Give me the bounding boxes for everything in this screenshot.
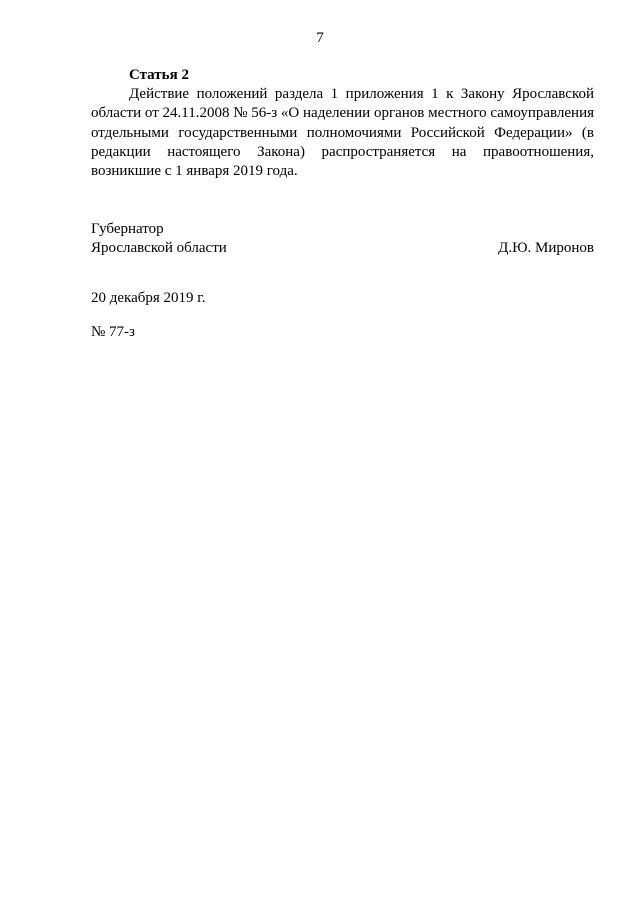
- signature-row: [91, 239, 594, 258]
- article-heading: Статья 2: [129, 67, 189, 83]
- signatory-region: Ярославской области: [91, 240, 227, 256]
- signatory-position: Губернатор: [91, 221, 164, 237]
- article-body: Действие положений раздела 1 приложения 1 к Закону Ярославской области от 24.11.2008 № 56-з «О наделении органов местного самоуправления отдельными государственными полномочиями Российской Федерации» (в редакции настоящего Закона) распространяется на правоотношения, возникшие с 1 января 2019 года.: [91, 86, 595, 180]
- article-section: [91, 66, 594, 181]
- law-number: № 77-з: [91, 324, 135, 340]
- page-number: 7: [316, 30, 324, 46]
- signature-block: [91, 220, 594, 258]
- signatory-name: Д.Ю. Миронов: [498, 240, 594, 256]
- document-date: 20 декабря 2019 г.: [91, 290, 206, 306]
